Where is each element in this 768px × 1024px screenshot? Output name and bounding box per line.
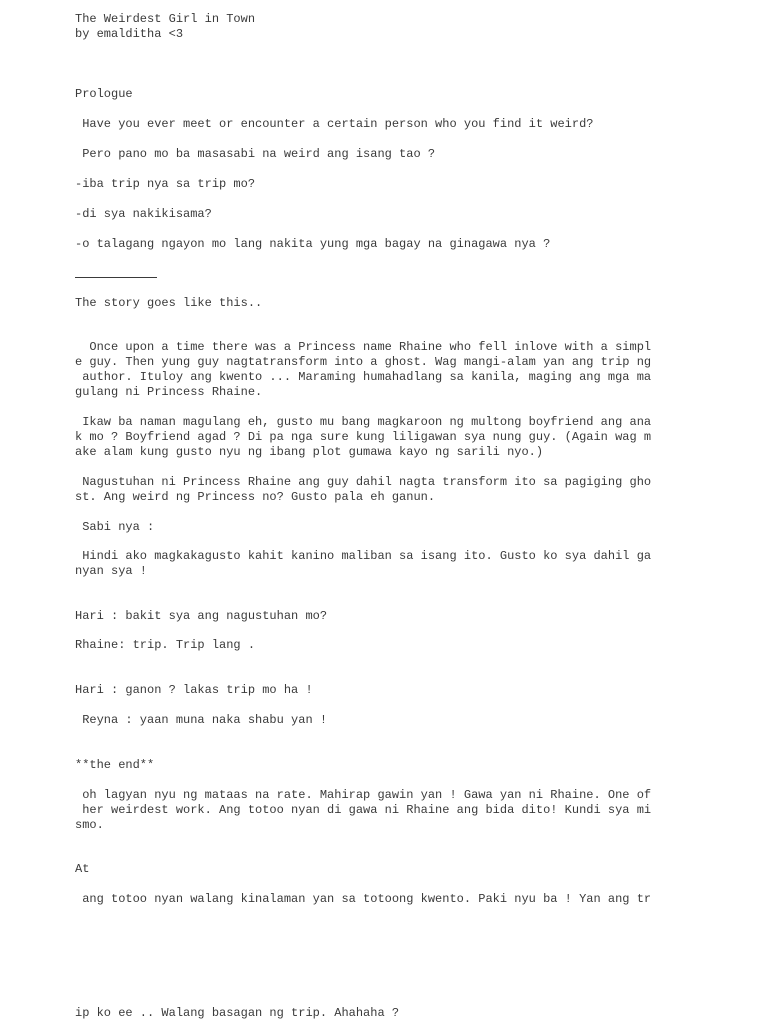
paragraph-line: st. Ang weird ng Princess no? Gusto pala eh ganun. [75, 490, 436, 504]
paragraph-line: gulang ni Princess Rhaine. [75, 385, 263, 399]
paragraph-line: At [75, 862, 90, 876]
paragraph-line: Ikaw ba naman magulang eh, gusto mu bang magkaroon ng multong boyfriend ang ana [75, 415, 652, 429]
dialogue-line: Rhaine: trip. Trip lang . [75, 638, 256, 652]
list-item: -iba trip nya sa trip mo? [75, 177, 256, 191]
paragraph-line: smo. [75, 818, 104, 832]
paragraph-line: nyan sya ! [75, 564, 148, 578]
paragraph-line: k mo ? Boyfriend agad ? Di pa nga sure kung liligawan sya nung guy. (Again wag m [75, 430, 652, 444]
paragraph-line: oh lagyan nyu ng mataas na rate. Mahirap gawin yan ! Gawa yan ni Rhaine. One of [75, 788, 652, 802]
story-title: The Weirdest Girl in Town [75, 12, 256, 26]
paragraph-line: author. Ituloy ang kwento ... Maraming humahadlang sa kanila, maging ang mga ma [75, 370, 652, 384]
question-line: Pero pano mo ba masasabi na weird ang isang tao ? [75, 147, 436, 161]
paragraph-line: e guy. Then yung guy nagtatransform into a ghost. Wag mangi-alam yan ang trip ng [75, 355, 652, 369]
the-end-line: **the end** [75, 758, 155, 772]
paragraph-line: Hindi ako magkakagusto kahit kanino maliban sa isang ito. Gusto ko sya dahil ga [75, 549, 652, 563]
story-author: by emalditha <3 [75, 27, 184, 41]
list-item: -o talagang ngayon mo lang nakita yung mga bagay na ginagawa nya ? [75, 237, 551, 251]
paragraph-line: Nagustuhan ni Princess Rhaine ang guy dahil nagta transform ito sa pagiging gho [75, 475, 652, 489]
story-intro: The story goes like this.. [75, 296, 263, 310]
intro-question: Have you ever meet or encounter a certain person who you find it weird? [75, 117, 594, 131]
dialogue-line: Reyna : yaan muna naka shabu yan ! [75, 713, 328, 727]
section-divider [75, 277, 157, 278]
paragraph-line: Sabi nya : [75, 520, 155, 534]
dialogue-line: Hari : ganon ? lakas trip mo ha ! [75, 683, 313, 697]
paragraph-line: ip ko ee .. Walang basagan ng trip. Ahahaha ? [75, 1006, 400, 1020]
dialogue-line: Hari : bakit sya ang nagustuhan mo? [75, 609, 328, 623]
prologue-heading: Prologue [75, 87, 133, 101]
paragraph-line: her weirdest work. Ang totoo nyan di gawa ni Rhaine ang bida dito! Kundi sya mi [75, 803, 652, 817]
paragraph-line: Once upon a time there was a Princess name Rhaine who fell inlove with a simpl [75, 340, 652, 354]
paragraph-line: ake alam kung gusto nyu ng ibang plot gumawa kayo ng sarili nyo.) [75, 445, 544, 459]
list-item: -di sya nakikisama? [75, 207, 212, 221]
paragraph-line: ang totoo nyan walang kinalaman yan sa totoong kwento. Paki nyu ba ! Yan ang tr [75, 892, 652, 906]
